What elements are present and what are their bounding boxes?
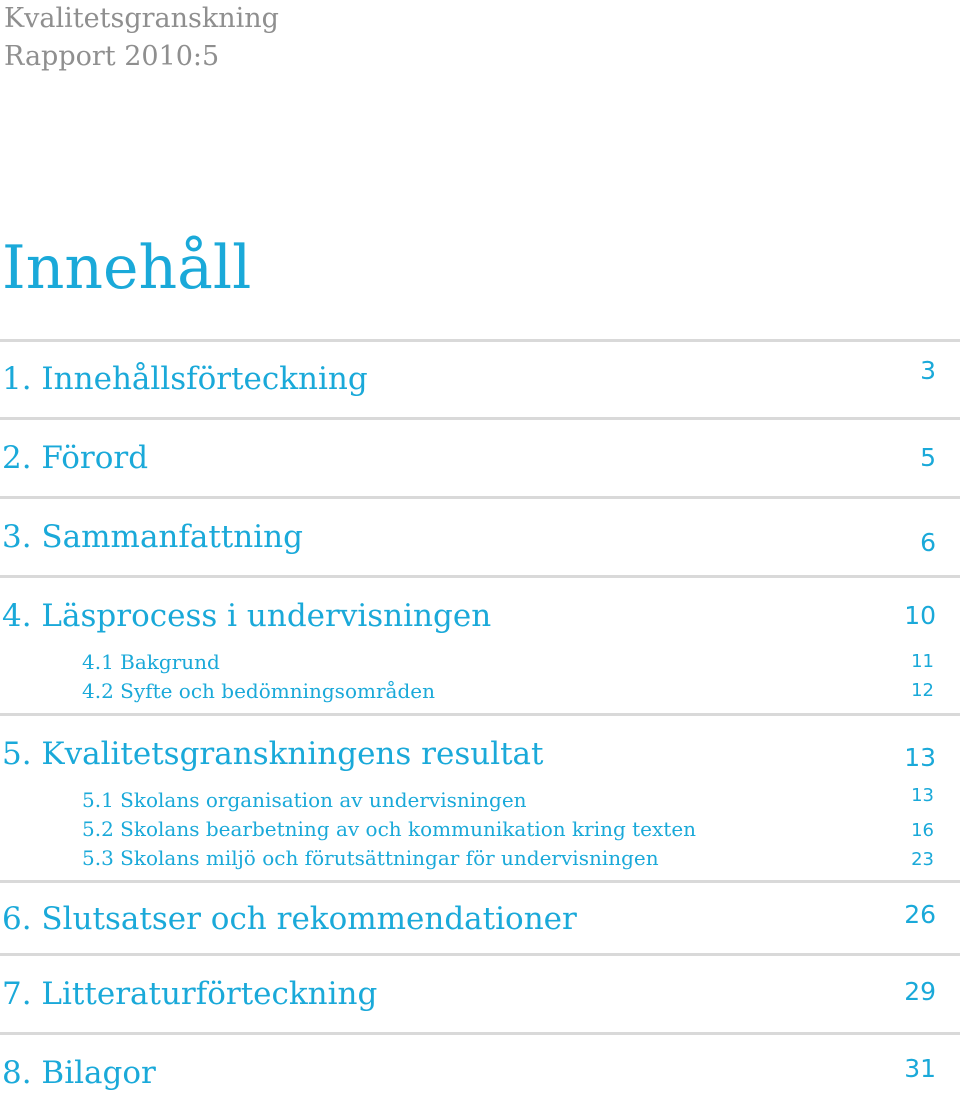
divider [0,417,960,420]
toc-entry-label: 3. Sammanfattning [2,519,303,555]
toc-entry-label: 7. Litteraturförteckning [2,976,378,1012]
toc-entry-label: 4. Läsprocess i undervisningen [2,598,492,634]
toc-entry-page: 31 [904,1054,936,1083]
toc-subentry-label: 5.3 Skolans miljö och förutsättningar för undervisningen [82,846,659,870]
report-number: Rapport 2010:5 [4,41,220,72]
toc-subentry-label: 4.2 Syfte och bedömningsområden [82,679,435,703]
toc-entry-page: 10 [904,601,936,630]
divider [0,575,960,578]
toc-entry-label: 1. Innehållsförteckning [2,361,368,397]
toc-entry-label: 2. Förord [2,440,149,476]
divider [0,713,960,716]
toc-entry-page: 6 [920,528,936,557]
toc-subentry-label: 4.1 Bakgrund [82,650,220,674]
toc-subentry-page: 13 [911,785,934,806]
toc-subentry-page: 12 [911,680,934,701]
page-title: Innehåll [2,233,252,303]
toc-subentry-label: 5.1 Skolans organisation av undervisningen [82,788,527,812]
toc-subentry-label: 5.2 Skolans bearbetning av och kommunikation kring texten [82,817,697,841]
toc-entry-label: 8. Bilagor [2,1055,156,1091]
toc-subentry-page: 11 [911,651,934,672]
toc-entry-page: 5 [920,443,936,472]
divider [0,953,960,956]
divider [0,339,960,342]
divider [0,1032,960,1035]
toc-entry-label: 6. Slutsatser och rekommendationer [2,901,577,937]
divider [0,880,960,883]
toc-entry-page: 3 [920,356,936,385]
toc-subentry-page: 16 [911,820,934,841]
toc-entry-page: 26 [904,900,936,929]
toc-subentry-page: 23 [911,849,934,870]
toc-entry-page: 29 [904,977,936,1006]
toc-entry-label: 5. Kvalitetsgranskningens resultat [2,736,544,772]
toc-entry-page: 13 [904,743,936,772]
divider [0,496,960,499]
report-header [4,0,279,76]
report-series: Kvalitetsgranskning [4,3,279,34]
